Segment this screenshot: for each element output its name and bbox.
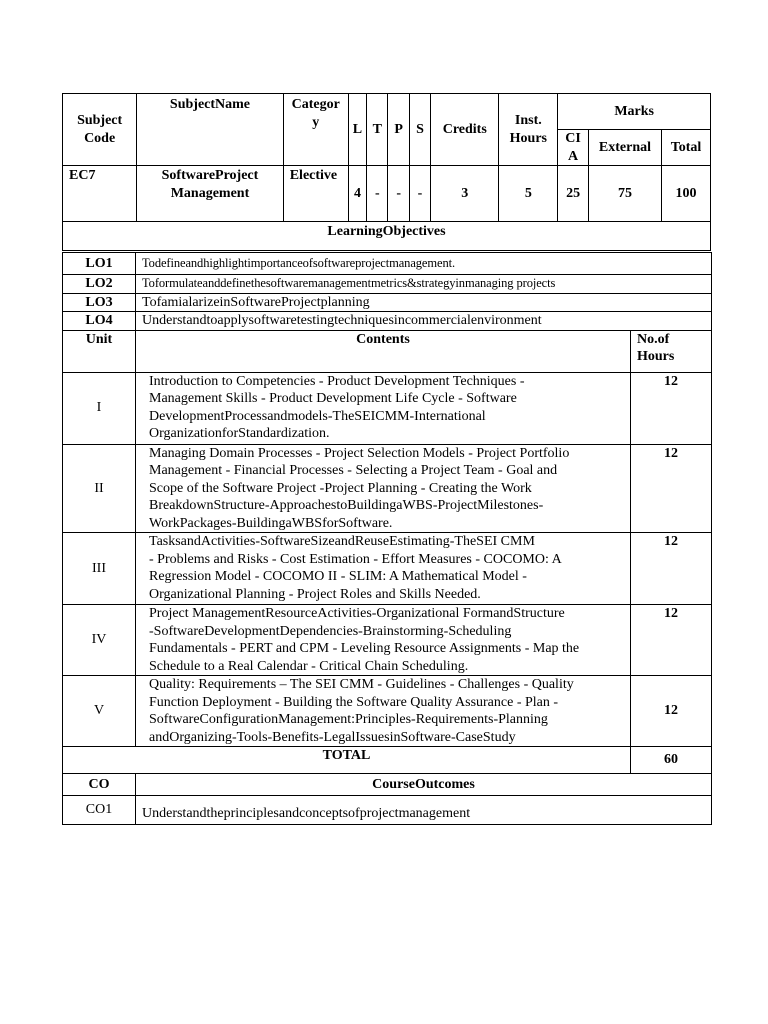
co-header: CO — [63, 774, 136, 796]
unit-line: Scope of the Software Project -Project Planning - Creating the Work — [149, 480, 532, 496]
unit-number: II — [63, 444, 136, 533]
unit-line: Managing Domain Processes - Project Selection Models - Project Portfolio — [149, 445, 570, 461]
subject-code-header: Subject Code — [63, 94, 137, 166]
unit-line: WorkPackages-BuildingaWBSforSoftware. — [149, 515, 393, 531]
subject-table — [62, 93, 711, 251]
p-header: P — [388, 94, 409, 166]
total-value: 100 — [662, 166, 711, 222]
unit-hours: 12 — [631, 676, 712, 747]
unit-contents — [136, 533, 631, 605]
unit-line: andOrganizing-Tools-Benefits-LegalIssuesinSoftware-CaseStudy — [149, 729, 516, 745]
s-value: - — [409, 166, 430, 222]
unit-contents — [136, 372, 631, 444]
unit-hours: 12 — [631, 605, 712, 676]
learning-objectives-title: LearningObjectives — [63, 222, 711, 251]
unit-line: Project ManagementResourceActivities-Organizational FormandStructure — [149, 606, 565, 621]
unit-contents — [136, 605, 631, 676]
lo-text: Understandtoapplysoftwaretestingtechniquesincommercialenvironment — [136, 312, 712, 331]
lo-text: Toformulateanddefinethesoftwaremanagementmetrics&strategyinmanaging projects — [136, 275, 712, 294]
unit-line: BreakdownStructure-ApproachestoBuildingaWBS-ProjectMilestones- — [149, 498, 544, 513]
subject-name: SoftwareProject Management — [137, 166, 283, 222]
category-header: Categor y — [283, 94, 348, 166]
lo-text: TofamialarizeinSoftwareProjectplanning — [136, 293, 712, 312]
cia-header: CI A — [558, 130, 589, 166]
co-code: CO1 — [63, 796, 136, 825]
unit-line: Function Deployment - Building the Software Quality Assurance - Plan - — [149, 694, 559, 710]
unit-line: Schedule to a Real Calendar - Critical Chain Scheduling. — [149, 658, 469, 674]
unit-number: V — [63, 676, 136, 747]
unit-line: TasksandActivities-SoftwareSizeandReuseEstimating-TheSEI CMM — [149, 534, 535, 549]
unit-hours: 12 — [631, 533, 712, 605]
inst-hours-value: 5 — [499, 166, 558, 222]
external-value: 75 — [588, 166, 661, 222]
unit-number: III — [63, 533, 136, 605]
total-header: Total — [662, 130, 711, 166]
lo-code: LO2 — [63, 275, 136, 294]
t-header: T — [367, 94, 388, 166]
subject-name-header: SubjectName — [137, 94, 283, 166]
hours-header: No.of Hours — [631, 330, 712, 372]
unit-line: - Problems and Risks - Cost Estimation - Effort Measures - COCOMO: A — [149, 551, 562, 567]
subject-category: Elective — [283, 166, 348, 222]
marks-header: Marks — [558, 94, 711, 130]
unit-line: SoftwareConfigurationManagement:Principles-Requirements-Planning — [149, 712, 548, 727]
cia-value: 25 — [558, 166, 589, 222]
subject-code: EC7 — [63, 166, 137, 222]
credits-value: 3 — [431, 166, 499, 222]
unit-contents — [136, 444, 631, 533]
inst-hours-header: Inst. Hours — [499, 94, 558, 166]
total-hours: 60 — [631, 747, 712, 774]
unit-line: Regression Model - COCOMO II - SLIM: A Mathematical Model - — [149, 569, 527, 584]
p-value: - — [388, 166, 409, 222]
unit-number: I — [63, 372, 136, 444]
s-header: S — [409, 94, 430, 166]
course-outcomes-title: CourseOutcomes — [136, 774, 712, 796]
unit-header: Unit — [63, 330, 136, 372]
lo-code: LO4 — [63, 312, 136, 331]
unit-line: Organizational Planning - Project Roles and Skills Needed. — [149, 586, 481, 602]
unit-number: IV — [63, 605, 136, 676]
t-value: - — [367, 166, 388, 222]
unit-line: Introduction to Competencies - Product Development Techniques - — [149, 373, 525, 389]
unit-line: DevelopmentProcessandmodels-TheSEICMM-International — [149, 408, 486, 424]
unit-line: Management - Financial Processes - Selecting a Project Team - Goal and — [149, 463, 558, 478]
objectives-units-table — [62, 252, 712, 825]
lo-text: Todefineandhighlightimportanceofsoftwareprojectmanagement. — [136, 253, 712, 275]
l-value: 4 — [348, 166, 366, 222]
external-header: External — [588, 130, 661, 166]
unit-line: OrganizationforStandardization. — [149, 426, 330, 441]
unit-contents — [136, 676, 631, 747]
unit-line: Management Skills - Product Development Life Cycle - Software — [149, 391, 517, 406]
lo-code: LO3 — [63, 293, 136, 312]
unit-hours: 12 — [631, 372, 712, 444]
unit-line: Fundamentals - PERT and CPM - Leveling Resource Assignments - Map the — [149, 641, 580, 656]
unit-line: -SoftwareDevelopmentDependencies-Brainstorming-Scheduling — [149, 623, 512, 639]
unit-hours: 12 — [631, 444, 712, 533]
l-header: L — [348, 94, 366, 166]
lo-code: LO1 — [63, 253, 136, 275]
credits-header: Credits — [431, 94, 499, 166]
contents-header: Contents — [136, 330, 631, 372]
unit-line: Quality: Requirements – The SEI CMM - Guidelines - Challenges - Quality — [149, 677, 574, 692]
total-label: TOTAL — [63, 747, 631, 774]
co-text: Understandtheprinciplesandconceptsofprojectmanagement — [136, 796, 712, 825]
